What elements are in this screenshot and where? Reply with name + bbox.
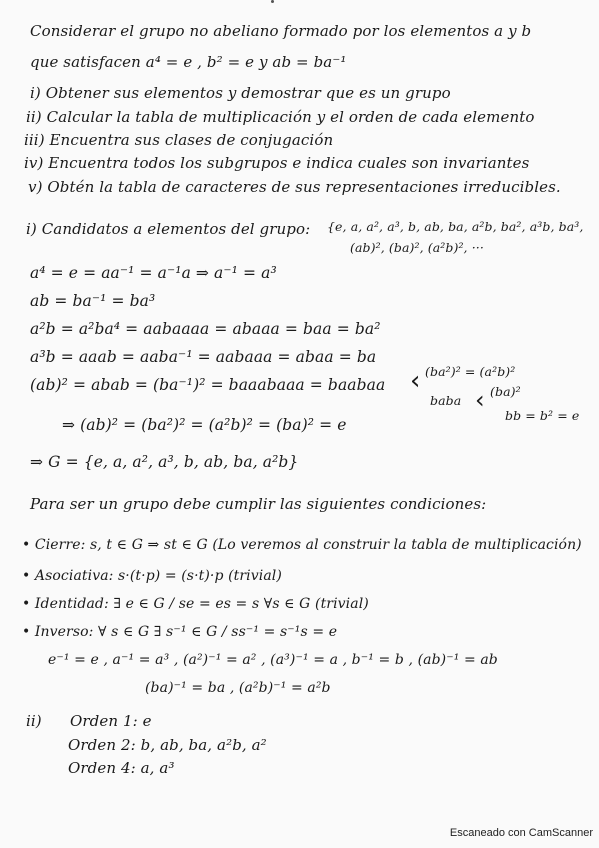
side-note-b-squared: bb = b² = e: [505, 408, 580, 423]
task-iii: iii) Encuentra sus clases de conjugación: [24, 131, 334, 149]
side-note-ba2-squared: (ba²)² = (a²b)²: [425, 364, 516, 379]
task-ii: ii) Calcular la tabla de multiplicación y el orden de cada elemento: [26, 108, 535, 126]
order-4: Orden 4: a, a³: [68, 759, 175, 777]
derivation-ab: ab = ba⁻¹ = ba³: [30, 292, 156, 310]
task-v: v) Obtén la tabla de caracteres de sus representaciones irreducibles.: [28, 178, 561, 196]
statement-line-2: que satisfacen a⁴ = e , b² = e y ab = ba⁻¹: [30, 53, 347, 71]
conditions-intro: Para ser un grupo debe cumplir las siguientes condiciones:: [30, 495, 487, 513]
candidates-set: {e, a, a², a³, b, ab, ba, a²b, ba², a³b, ba³,: [327, 219, 584, 234]
part-ii-label: ii): [26, 712, 42, 730]
side-note-ba-squared: (ba)²: [490, 384, 521, 399]
order-1: Orden 1: e: [70, 712, 152, 730]
derivation-a3b: a³b = aaab = aaba⁻¹ = aabaaa = abaa = ba: [30, 348, 377, 366]
derivation-ab-squared: (ab)² = abab = (ba⁻¹)² = baaabaaa = baabaa: [30, 376, 386, 394]
branch-brace-2: ‹: [475, 386, 485, 414]
condition-inverse: • Inverso: ∀ s ∈ G ∃ s⁻¹ ∈ G / ss⁻¹ = s⁻¹s = e: [22, 624, 338, 640]
derivation-a2b: a²b = a²ba⁴ = aabaaaa = abaaa = baa = ba²: [30, 320, 381, 338]
task-i: i) Obtener sus elementos y demostrar que es un grupo: [30, 84, 451, 102]
scan-mark: [271, 0, 274, 3]
condition-associativity: • Asociativa: s·(t·p) = (s·t)·p (trivial): [22, 568, 282, 584]
conclusion-squares: ⇒ (ab)² = (ba²)² = (a²b)² = (ba)² = e: [62, 416, 347, 434]
candidates-set-continued: (ab)², (ba)², (a²b)², ···: [350, 240, 484, 255]
branch-brace-1: ‹: [410, 366, 421, 396]
scanner-watermark: Escaneado con CamScanner: [449, 827, 593, 839]
task-iv: iv) Encuentra todos los subgrupos e indica cuales son invariantes: [24, 154, 530, 172]
conclusion-group: ⇒ G = {e, a, a², a³, b, ab, ba, a²b}: [30, 453, 299, 471]
inverses-list-2: (ba)⁻¹ = ba , (a²b)⁻¹ = a²b: [145, 680, 331, 696]
inverses-list-1: e⁻¹ = e , a⁻¹ = a³ , (a²)⁻¹ = a² , (a³)⁻¹ = a , b⁻¹ = b , (ab)⁻¹ = ab: [48, 652, 498, 668]
side-note-baba: baba: [430, 393, 462, 408]
statement-line-1: Considerar el grupo no abeliano formado por los elementos a y b: [30, 22, 532, 40]
condition-identity: • Identidad: ∃ e ∈ G / se = es = s ∀s ∈ G (trivial): [22, 596, 369, 612]
order-2: Orden 2: b, ab, ba, a²b, a²: [68, 736, 267, 754]
derivation-inverse-a: a⁴ = e = aa⁻¹ = a⁻¹a ⇒ a⁻¹ = a³: [30, 264, 277, 282]
candidates-label: i) Candidatos a elementos del grupo:: [26, 220, 311, 238]
condition-closure: • Cierre: s, t ∈ G ⇒ st ∈ G (Lo veremos al construir la tabla de multiplicación): [22, 537, 582, 553]
